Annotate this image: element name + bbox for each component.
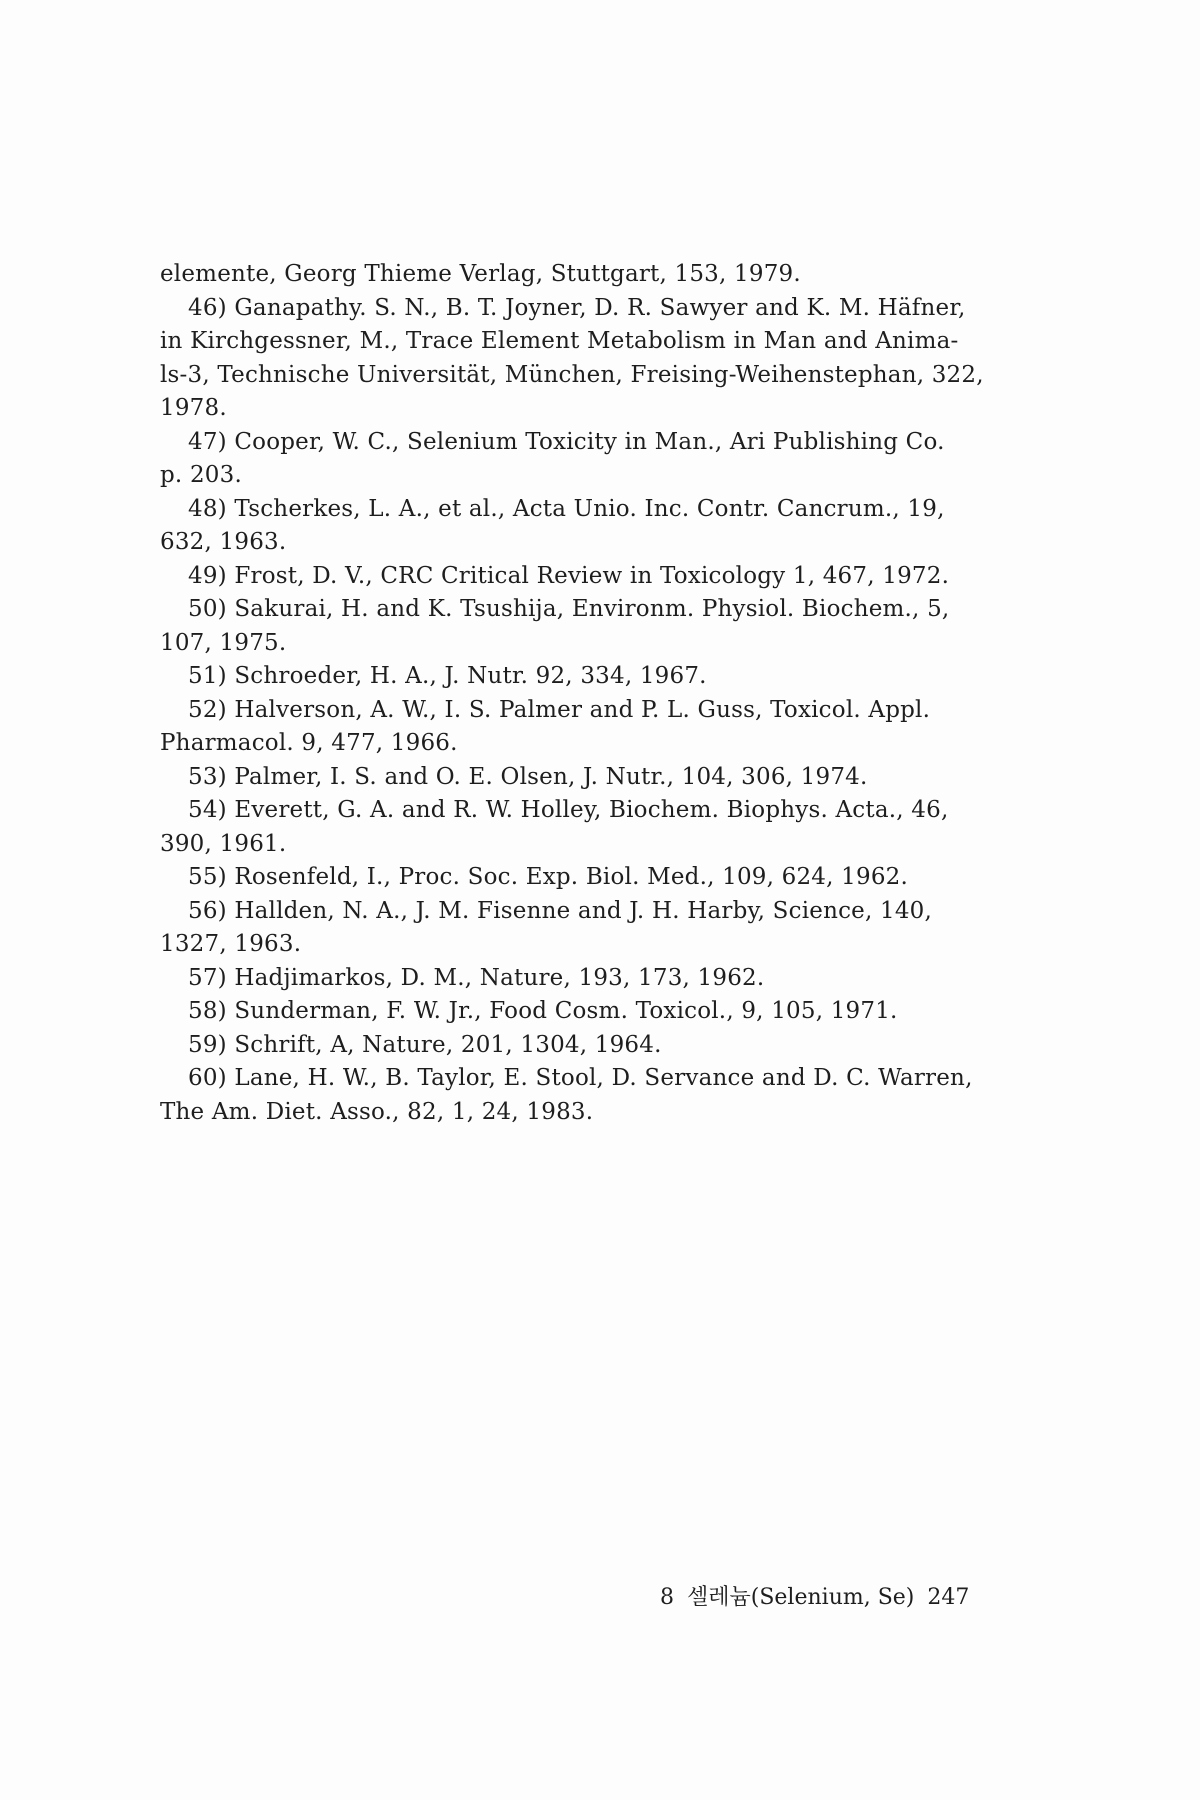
reference-line: 46) Ganapathy. S. N., B. T. Joyner, D. R. Sawyer and K. M. Häfner, — [188, 294, 966, 321]
reference-line: 59) Schrift, A, Nature, 201, 1304, 1964. — [188, 1031, 662, 1058]
reference-line: 48) Tscherkes, L. A., et al., Acta Unio. Inc. Contr. Cancrum., 19, — [188, 495, 945, 522]
reference-line: 50) Sakurai, H. and K. Tsushija, Environm. Physiol. Biochem., 5, — [188, 596, 950, 622]
reference-line: in Kirchgessner, M., Trace Element Metabolism in Man and Anima- — [160, 328, 959, 354]
reference-line: 1978. — [160, 395, 227, 421]
reference-line: elemente, Georg Thieme Verlag, Stuttgart, 153, 1979. — [160, 261, 801, 287]
reference-line: 1327, 1963. — [160, 931, 302, 957]
reference-line: 58) Sunderman, F. W. Jr., Food Cosm. Toxicol., 9, 105, 1971. — [188, 998, 898, 1024]
reference-line: 53) Palmer, I. S. and O. E. Olsen, J. Nutr., 104, 306, 1974. — [188, 763, 868, 790]
reference-line: 632, 1963. — [160, 529, 287, 555]
chapter-number: 8 — [660, 1585, 674, 1610]
reference-list — [160, 258, 1020, 1129]
page-number: 247 — [927, 1585, 970, 1610]
reference-line: 390, 1961. — [160, 830, 287, 857]
reference-line: 47) Cooper, W. C., Selenium Toxicity in Man., Ari Publishing Co. — [188, 428, 945, 455]
reference-line: The Am. Diet. Asso., 82, 1, 24, 1983. — [160, 1098, 594, 1125]
reference-line: 107, 1975. — [160, 629, 287, 656]
chapter-title: 셀레늄(Selenium, Se) — [687, 1585, 915, 1610]
reference-line: 51) Schroeder, H. A., J. Nutr. 92, 334, 1967. — [188, 663, 707, 689]
page-footer — [660, 1580, 975, 1611]
reference-line: 57) Hadjimarkos, D. M., Nature, 193, 173, 1962. — [188, 964, 765, 991]
reference-line: Pharmacol. 9, 477, 1966. — [160, 730, 458, 756]
reference-line: 60) Lane, H. W., B. Taylor, E. Stool, D. Servance and D. C. Warren, — [188, 1065, 973, 1091]
reference-line: 54) Everett, G. A. and R. W. Holley, Biochem. Biophys. Acta., 46, — [188, 797, 949, 823]
reference-line: 55) Rosenfeld, I., Proc. Soc. Exp. Biol. Med., 109, 624, 1962. — [188, 864, 909, 890]
reference-line: 56) Hallden, N. A., J. M. Fisenne and J. H. Harby, Science, 140, — [188, 897, 933, 924]
reference-line: p. 203. — [160, 462, 242, 488]
reference-line: 49) Frost, D. V., CRC Critical Review in Toxicology 1, 467, 1972. — [188, 562, 950, 589]
reference-line: ls-3, Technische Universität, München, Freising-Weihenstephan, 322, — [160, 361, 984, 388]
reference-line: 52) Halverson, A. W., I. S. Palmer and P. L. Guss, Toxicol. Appl. — [188, 696, 931, 723]
